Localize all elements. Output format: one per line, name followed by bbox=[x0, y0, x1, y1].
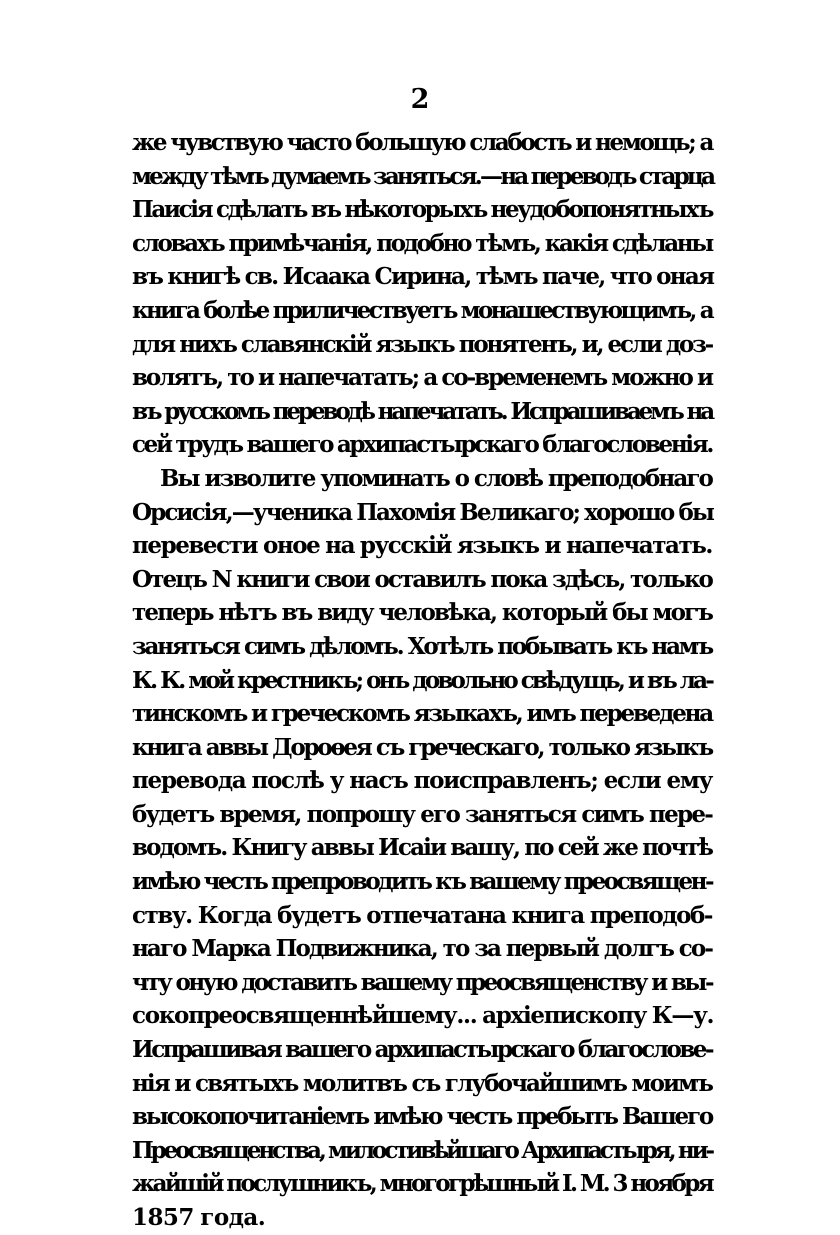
page-number: 2 bbox=[410, 84, 430, 115]
text-line: К. К. мой крестникъ; онъ довольно свѣдущь, и въ ла- bbox=[132, 666, 712, 694]
text-line: сокопреосвященнѣйшему... архіепископу К—у. bbox=[132, 1002, 714, 1030]
text-line: перевести оное на русскій языкъ и напечатать. bbox=[132, 532, 712, 560]
text-line: для нихъ славянскій языкъ понятенъ, и, если доз- bbox=[132, 330, 712, 358]
text-line: перевода послѣ у насъ поисправленъ; если ему bbox=[132, 767, 712, 795]
text-line: словахъ примѣчанія, подобно тѣмъ, какія сдѣланы bbox=[132, 229, 712, 257]
text-line: имѣю честь препроводить къ вашему преосвящен- bbox=[132, 868, 712, 896]
text-line: въ книгѣ св. Исаака Сирина, тѣмъ паче, что оная bbox=[132, 263, 714, 291]
closing-date-line: 1857 года. bbox=[132, 1204, 266, 1231]
text-line: будетъ время, попрошу его заняться симъ пере- bbox=[132, 800, 712, 828]
text-line: нія и святыхъ молитвъ съ глубочайшимъ моимъ bbox=[132, 1069, 712, 1097]
text-line: Преосвященства, милостивѣйшаго Архипастыря, ни- bbox=[132, 1136, 712, 1164]
text-line: Испрашивая вашего архипастырскаго благослове- bbox=[132, 1036, 712, 1064]
text-line: тинскомъ и греческомъ языкахъ, имъ переведена bbox=[132, 700, 712, 728]
text-line: Паисія сдѣлать въ нѣкоторыхъ неудобопонятныхъ bbox=[132, 196, 712, 224]
text-line: между тѣмъ думаемъ заняться.—на переводъ старца bbox=[132, 162, 714, 190]
text-line: наго Марка Подвижника, то за первый долгъ со- bbox=[132, 935, 712, 963]
text-line: книга болѣе приличествуетъ монашествующимъ, а bbox=[132, 296, 712, 324]
text-line: чту оную доставить вашему преосвященству и вы- bbox=[132, 968, 712, 996]
text-line: сей трудъ вашего архипастырскаго благословенія. bbox=[132, 431, 712, 459]
text-line: волятъ, то и напечатать; а со-временемъ можно и bbox=[132, 364, 712, 392]
text-line: книга аввы Дороѳея съ греческаго, только языкъ bbox=[132, 733, 712, 761]
letter-body bbox=[132, 126, 712, 1235]
text-line: ству. Когда будетъ отпечатана книга преподоб- bbox=[132, 901, 712, 929]
text-line: жайшій послушникъ, многогрѣшный І. М. 3 ноября bbox=[132, 1170, 712, 1198]
text-line: высокопочитаніемъ имѣю честь пребыть Вашего bbox=[132, 1103, 712, 1131]
text-line: водомъ. Книгу аввы Исаіи вашу, по сей же почтѣ bbox=[132, 834, 712, 862]
paragraph-start-line: Вы изволите упоминать о словѣ преподобнаго bbox=[160, 464, 712, 492]
text-line: же чувствую часто большую слабость и немощь; а bbox=[132, 129, 712, 156]
text-line: въ русскомъ переводѣ напечатать. Испрашиваемъ на bbox=[132, 397, 712, 425]
text-line: теперь нѣтъ въ виду человѣка, который бы могъ bbox=[132, 599, 712, 627]
text-line: заняться симъ дѣломъ. Хотѣлъ побывать къ намъ bbox=[132, 632, 712, 660]
text-line: Орсисія,—ученика Пахомія Великаго; хорошо бы bbox=[132, 498, 714, 526]
text-line: Отецъ N книги свои оставилъ пока здѣсь, только bbox=[132, 565, 712, 593]
